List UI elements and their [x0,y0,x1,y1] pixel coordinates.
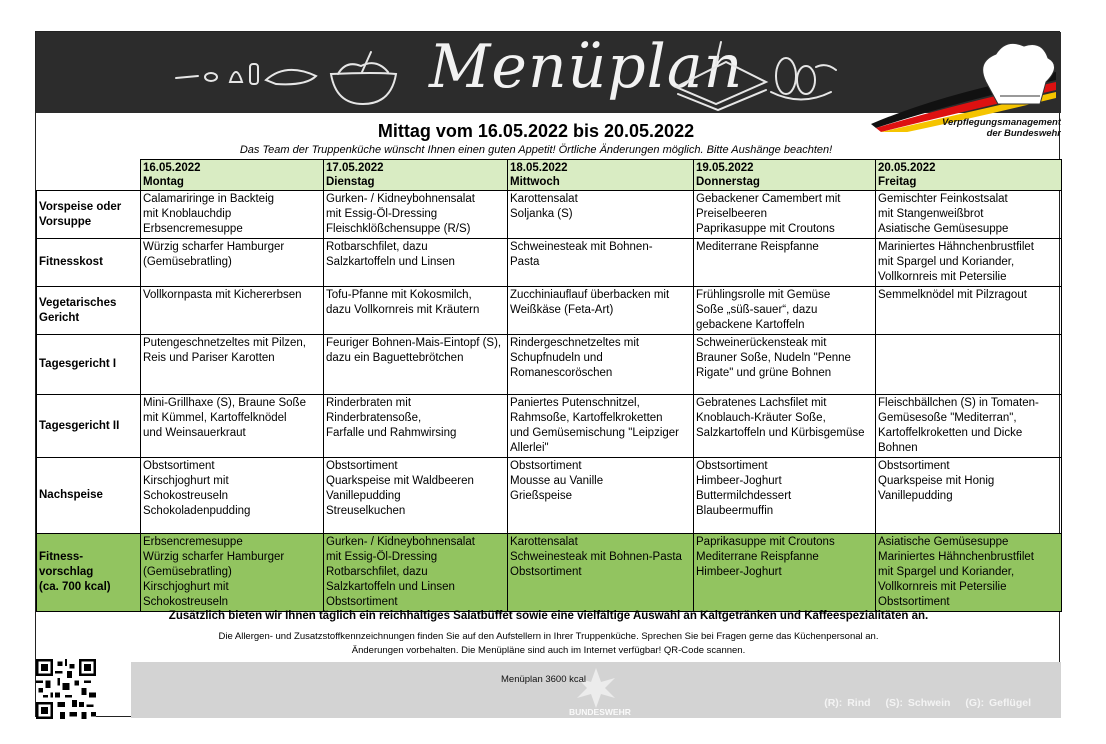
row-label: Tagesgericht II [37,395,141,458]
row-tagesgericht-2 [37,395,1062,458]
dish-line: Schweinesteak mit Bohnen- [510,241,653,253]
dish-line: Feuriger Bohnen-Mais-Eintopf (S), [326,337,502,349]
menu-cell-wed [508,287,694,335]
menu-cell-mon [141,287,324,335]
menu-cell-tue [324,395,508,458]
dish-line: Knoblauch-Kräuter Soße, [696,412,826,424]
dish-line: mit Spargel und Koriander, [878,566,1015,578]
dish-line: Soljanka (S) [510,208,573,220]
row-fitnesskost [37,239,1062,287]
meat-legend [814,697,1031,709]
row-label: Fitnesskost [37,239,141,287]
dish-line: Fleischklößchensuppe (R/S) [326,223,471,235]
menu-cell-fri [876,335,1062,395]
row-fitnessvorschlag [37,534,1062,612]
menu-cell-fri [876,458,1062,534]
dish-line: mit Essig-Öl-Dressing [326,551,438,563]
dish-line: und Weinsauerkraut [143,427,246,439]
dish-line: Bohnen [878,442,918,454]
dish-line: Karottensalat [510,193,578,205]
dish-line: Buttermilchdessert [696,490,792,502]
menu-cell-fri [876,287,1062,335]
menu-cell-tue [324,458,508,534]
brand-line-2: der Bundeswehr [986,128,1061,139]
dish-line: Frühlingsrolle mit Gemüse [696,289,831,301]
dish-line: Paniertes Putenschnitzel, [510,397,640,409]
food-sandwich-illustration [666,32,856,113]
menu-cell-wed [508,458,694,534]
dish-line: Obstsortiment [878,460,950,472]
menu-sheet [35,31,1060,717]
menu-cell-thu [694,191,876,239]
menu-cell-tue [324,239,508,287]
footer-bar [131,662,1061,718]
dish-line: Romanescoröschen [510,367,613,379]
dish-line: Kirschjoghurt mit [143,475,229,487]
menu-cell-fri [876,239,1062,287]
dish-line: Putengeschnetzeltes mit Pilzen, [143,337,307,349]
dish-line: Salzkartoffeln und Kürbisgemüse [696,427,865,439]
dish-line: Schupfnudeln und [510,352,603,364]
day-header-mon: 16.05.2022 Montag [141,160,324,191]
dish-line: Pasta [510,256,540,268]
banner-title: Menüplan [429,32,744,102]
dish-line: mit Kümmel, Kartoffelknödel [143,412,287,424]
menu-cell-tue [324,191,508,239]
online-note: Änderungen vorbehalten. Die Menüpläne sind auch im Internet verfügbar! QR-Code scannen. [351,645,746,656]
dish-line: Farfalle und Rahmwirsing [326,427,457,439]
dish-line: Vollkornpasta mit Kichererbsen [143,289,302,301]
dish-line: dazu Vollkornreis mit Kräutern [326,304,480,316]
dish-line: Mini-Grillhaxe (S), Braune Soße [143,397,306,409]
dish-line: Vollkornreis mit Petersilie [878,581,1007,593]
salad-buffet-note: Zusätzlich bieten wir Ihnen täglich ein reichhaltiges Salatbüffet sowie eine vielfältige Auswahl an Kaltgetränken und Kaffeespezialitäten an. [168,610,929,622]
legend-beef: (R): Rind [824,697,871,709]
dish-line: Grießspeise [510,490,572,502]
corner-cell [37,160,141,191]
dish-line: Soße „süß-sauer“, dazu [696,304,818,316]
dish-line: Semmelknödel mit Pilzragout [878,289,1027,301]
dish-line: Gurken- / Kidneybohnensalat [326,193,475,205]
dish-line: Würzig scharfer Hamburger [143,551,285,563]
dish-line: Rinderbraten mit [326,397,412,409]
dish-line: Tofu-Pfanne mit Kokosmilch, [326,289,472,301]
menu-cell-tue [324,534,508,612]
menu-table [36,159,1062,612]
day-header-tue: 17.05.2022 Dienstag [324,160,508,191]
dish-line: Reis und Pariser Karotten [143,352,275,364]
menu-cell-wed [508,534,694,612]
menu-cell-fri [876,534,1062,612]
dish-line: Allerlei" [510,442,549,454]
dish-line: Quarkspeise mit Waldbeeren [326,475,474,487]
legend-poultry: (G): Geflügel [965,697,1031,709]
dish-line: Obstsortiment [326,596,398,608]
dish-line: Kirschjoghurt mit [143,581,229,593]
dish-line: Obstsortiment [510,460,582,472]
dish-line: Salzkartoffeln und Linsen [326,581,455,593]
dish-line: Vollkornreis mit Petersilie [878,271,1007,283]
dish-line: Fleischbällchen (S) in Tomaten- [878,397,1039,409]
row-vorspeise [37,191,1062,239]
dish-line: mit Knoblauchdip [143,208,232,220]
dish-line: Mediterrane Reispfanne [696,241,819,253]
menu-cell-mon [141,335,324,395]
menu-cell-thu [694,287,876,335]
qr-code-icon[interactable] [36,659,96,719]
dish-line: Quarkspeise mit Honig [878,475,995,487]
row-label: Vorspeise oder Vorsuppe [37,191,141,239]
menu-cell-wed [508,395,694,458]
dish-line: Asiatische Gemüsesuppe [878,223,1009,235]
menu-cell-mon [141,239,324,287]
row-label: Nachspeise [37,458,141,534]
page-subtitle: Das Team der Truppenküche wünscht Ihnen einen guten Appetit! Örtliche Änderungen möglich. Bitte Aushänge beachten! [239,144,833,156]
dish-line: Gemüsesoße "Mediterran", [878,412,1017,424]
dish-line: mit Spargel und Koriander, [878,256,1015,268]
dish-line: Rinderbratensoße, [326,412,422,424]
dish-line: Gebratenes Lachsfilet mit [696,397,827,409]
menu-cell-fri [876,395,1062,458]
allergen-note: Die Allergen- und Zusatzstoffkennzeichnungen finden Sie auf den Aufstellern in Ihrer Truppenküche. Sprechen Sie bei Fragen gerne das Küchenpersonal an. [218,631,879,642]
dish-line: Calamariringe in Backteig [143,193,275,205]
menu-cell-fri [876,191,1062,239]
menu-cell-tue [324,335,508,395]
dish-line: Salzkartoffeln und Linsen [326,256,455,268]
dish-line: (Gemüsebratling) [143,566,232,578]
menu-cell-wed [508,191,694,239]
day-header-row [37,160,1062,191]
dish-line: Schokostreuseln [143,596,229,608]
row-label: Fitness- vorschlag (ca. 700 kcal) [37,534,141,612]
day-header-fri: 20.05.2022 Freitag [876,160,1062,191]
dish-line: Vanillepudding [326,490,401,502]
dish-line: Obstsortiment [143,460,215,472]
dish-line: Paprikasuppe mit Croutons [696,536,835,548]
kitchen-utensils-illustration [166,32,426,113]
dish-line: mit Stangenweißbrot [878,208,984,220]
menu-cell-mon [141,395,324,458]
dish-line: und Gemüsemischung "Leipziger [510,427,680,439]
dish-line: Mousse au Vanille [510,475,604,487]
dish-line: Himbeer-Joghurt [696,475,782,487]
menu-cell-thu [694,335,876,395]
dish-line: Schokostreuseln [143,490,229,502]
dish-line: gebackene Kartoffeln [696,319,805,331]
dish-line: Mediterrane Reispfanne [696,551,819,563]
page-title: Mittag vom 16.05.2022 bis 20.05.2022 [377,121,695,141]
row-label: Tagesgericht I [37,335,141,395]
dish-line: Preiselbeeren [696,208,767,220]
dish-line: Mariniertes Hähnchenbrustfilet [878,241,1034,253]
dish-line: Gemischter Feinkostsalat [878,193,1008,205]
dish-line: Obstsortiment [878,596,950,608]
dish-line: Würzig scharfer Hamburger [143,241,285,253]
dish-line: Obstsortiment [510,566,582,578]
dish-line: dazu ein Baguettebrötchen [326,352,464,364]
row-label: Vegetarisches Gericht [37,287,141,335]
row-tagesgericht-1 [37,335,1062,395]
legend-pork: (S): Schwein [885,697,951,709]
kcal-label: Menüplan 3600 kcal [501,674,587,685]
menu-cell-tue [324,287,508,335]
dish-line: Erbsencremesuppe [143,536,243,548]
dish-line: mit Essig-Öl-Dressing [326,208,438,220]
dish-line: Rahmsoße, Kartoffelkroketten [510,412,663,424]
menu-cell-thu [694,458,876,534]
dish-line: Schweinesteak mit Bohnen-Pasta [510,551,682,563]
dish-line: Rindergeschnetzeltes mit [510,337,640,349]
dish-line: Gebackener Camembert mit [696,193,841,205]
dish-line: (Gemüsebratling) [143,256,232,268]
dish-line: Rigate" und grüne Bohnen [696,367,832,379]
dish-line: Obstsortiment [696,460,768,472]
dish-line: Kartoffelkroketten und Dicke [878,427,1023,439]
dish-line: Rotbarschfilet, dazu [326,241,428,253]
dish-line: Brauner Soße, Nudeln "Penne [696,352,851,364]
day-header-wed: 18.05.2022 Mittwoch [508,160,694,191]
menu-cell-thu [694,395,876,458]
bundeswehr-label: BUNDESWEHR [569,707,631,717]
dish-line: Karottensalat [510,536,578,548]
dish-line: Erbsencremesuppe [143,223,243,235]
row-vegetarisch [37,287,1062,335]
dish-line: Asiatische Gemüsesuppe [878,536,1009,548]
day-header-thu: 19.05.2022 Donnerstag [694,160,876,191]
menu-cell-mon [141,191,324,239]
menu-cell-thu [694,534,876,612]
brand-line-1: Verpflegungsmanagement [942,117,1061,128]
dish-line: Weißkäse (Feta-Art) [510,304,614,316]
dish-line: Rotbarschfilet, dazu [326,566,428,578]
menu-cell-mon [141,458,324,534]
dish-line: Vanillepudding [878,490,953,502]
dish-line: Schweinerückensteak mit [696,337,827,349]
dish-line: Mariniertes Hähnchenbrustfilet [878,551,1034,563]
row-nachspeise [37,458,1062,534]
dish-line: Streuselkuchen [326,505,406,517]
dish-line: Schokoladenpudding [143,505,251,517]
menu-cell-thu [694,239,876,287]
menu-cell-wed [508,335,694,395]
dish-line: Gurken- / Kidneybohnensalat [326,536,475,548]
info-notes [36,630,1061,658]
dish-line: Blaubeermuffin [696,505,774,517]
dish-line: Himbeer-Joghurt [696,566,782,578]
menu-cell-wed [508,239,694,287]
menu-cell-mon [141,534,324,612]
dish-line: Paprikasuppe mit Croutons [696,223,835,235]
dish-line: Zucchiniauflauf überbacken mit [510,289,670,301]
dish-line: Obstsortiment [326,460,398,472]
